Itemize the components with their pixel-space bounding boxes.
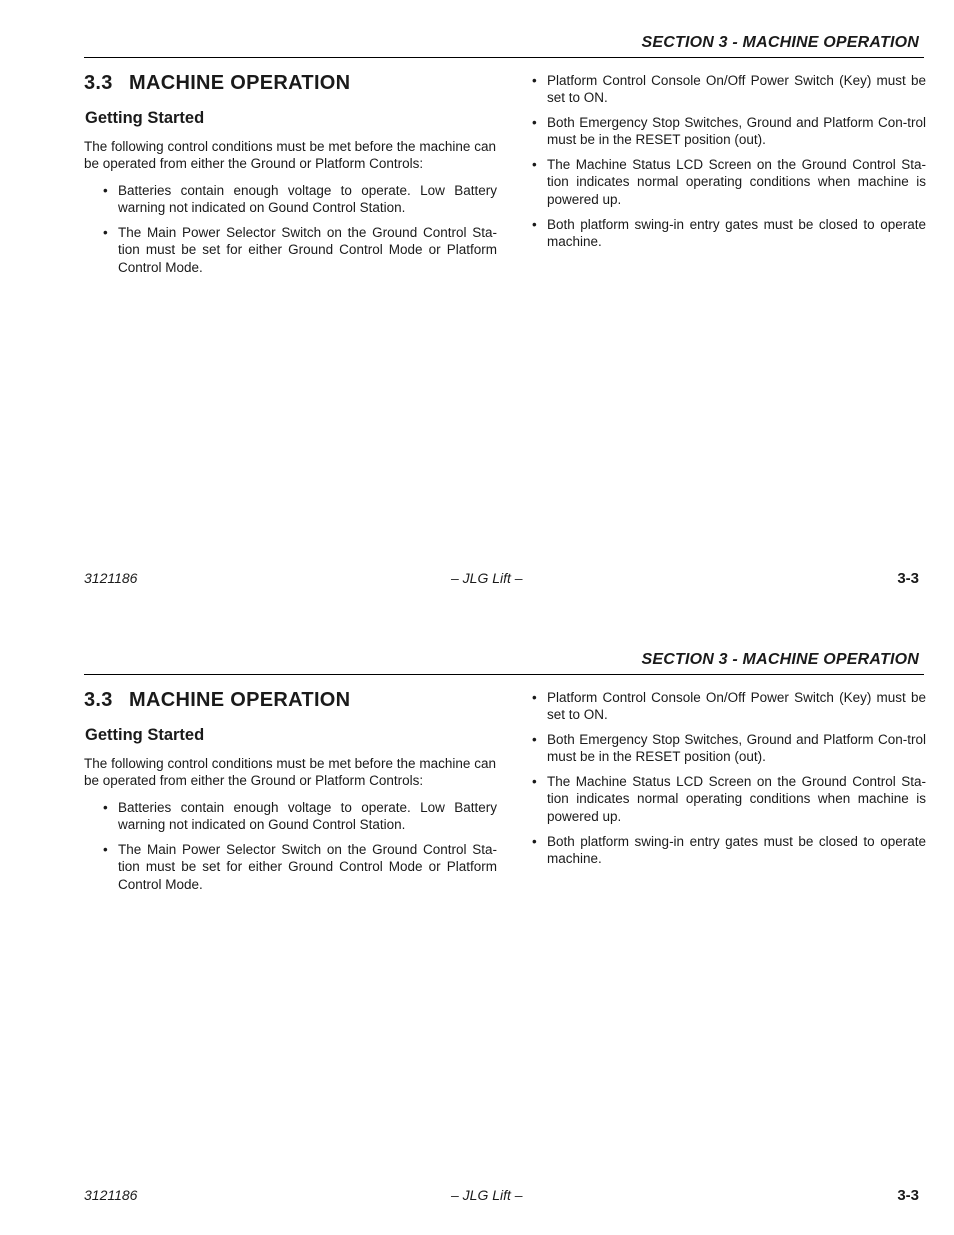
section-heading	[84, 72, 350, 95]
list-item	[532, 156, 926, 208]
list-item-text: The Main Power Selector Switch on the Ground Control Sta-tion must be set for either Ground Control Mode or Platform Control Mode.	[118, 842, 497, 892]
bullet-icon: •	[532, 115, 537, 131]
list-item	[532, 72, 926, 107]
list-item	[103, 182, 497, 217]
list-item	[532, 833, 926, 868]
bullet-icon: •	[532, 73, 537, 88]
bullet-icon: •	[532, 732, 537, 748]
list-item-text: Both Emergency Stop Switches, Ground and Platform Con-trol must be in the RESET position (out).	[547, 115, 926, 148]
bullet-icon: •	[103, 800, 108, 815]
section-title: MACHINE OPERATION	[129, 72, 351, 94]
header-rule	[84, 57, 924, 58]
section-number: 3.3	[84, 72, 113, 94]
left-bullet-list	[103, 182, 497, 283]
footer-doc-number: 3121186	[84, 570, 138, 586]
list-item	[532, 216, 926, 251]
manual-page	[0, 617, 954, 1234]
running-header: SECTION 3 - MACHINE OPERATION	[641, 34, 919, 51]
footer-brand: – JLG Lift –	[451, 1187, 523, 1203]
list-item-text: The Machine Status LCD Screen on the Ground Control Sta-tion indicates normal operating conditions when machine is powered up.	[547, 157, 926, 207]
list-item	[532, 114, 926, 149]
footer-page-number: 3-3	[897, 1187, 919, 1204]
list-item	[532, 773, 926, 825]
bullet-icon: •	[532, 157, 537, 173]
footer-brand: – JLG Lift –	[451, 570, 523, 586]
bullet-icon: •	[532, 774, 537, 790]
header-rule	[84, 674, 924, 675]
list-item	[532, 689, 926, 724]
list-item-text: Both Emergency Stop Switches, Ground and Platform Con-trol must be in the RESET position (out).	[547, 732, 926, 765]
bullet-icon: •	[103, 183, 108, 198]
bullet-icon: •	[532, 833, 537, 849]
list-item-text: Batteries contain enough voltage to operate. Low Battery warning not indicated on Gound Control Station.	[118, 800, 497, 833]
intro-paragraph: The following control conditions must be met before the machine can be operated from either the Ground or Platform Controls:	[84, 756, 496, 789]
list-item	[532, 731, 926, 766]
bullet-icon: •	[103, 842, 108, 858]
list-item-text: Both platform swing-in entry gates must be closed to operate machine.	[547, 216, 926, 249]
list-item	[103, 799, 497, 834]
list-item	[103, 224, 497, 276]
section-title: MACHINE OPERATION	[129, 689, 351, 711]
list-item	[103, 841, 497, 893]
footer-page-number: 3-3	[897, 570, 919, 587]
manual-page	[0, 0, 954, 617]
bullet-icon: •	[532, 690, 537, 705]
bullet-icon: •	[532, 216, 537, 232]
footer-doc-number: 3121186	[84, 1187, 138, 1203]
left-bullet-list	[103, 799, 497, 900]
list-item-text: Platform Control Console On/Off Power Switch (Key) must be set to ON.	[547, 73, 926, 106]
intro-paragraph: The following control conditions must be met before the machine can be operated from either the Ground or Platform Controls:	[84, 139, 496, 172]
section-heading	[84, 689, 350, 712]
list-item-text: Platform Control Console On/Off Power Switch (Key) must be set to ON.	[547, 690, 926, 723]
list-item-text: The Main Power Selector Switch on the Ground Control Sta-tion must be set for either Ground Control Mode or Platform Control Mode.	[118, 225, 497, 275]
section-number: 3.3	[84, 689, 113, 711]
bullet-icon: •	[103, 225, 108, 241]
subsection-heading: Getting Started	[85, 726, 205, 744]
list-item-text: Batteries contain enough voltage to operate. Low Battery warning not indicated on Gound Control Station.	[118, 183, 497, 216]
list-item-text: Both platform swing-in entry gates must be closed to operate machine.	[547, 833, 926, 866]
right-bullet-list	[532, 689, 926, 875]
right-bullet-list	[532, 72, 926, 258]
subsection-heading: Getting Started	[85, 109, 205, 127]
running-header: SECTION 3 - MACHINE OPERATION	[641, 651, 919, 668]
list-item-text: The Machine Status LCD Screen on the Ground Control Sta-tion indicates normal operating conditions when machine is powered up.	[547, 774, 926, 824]
